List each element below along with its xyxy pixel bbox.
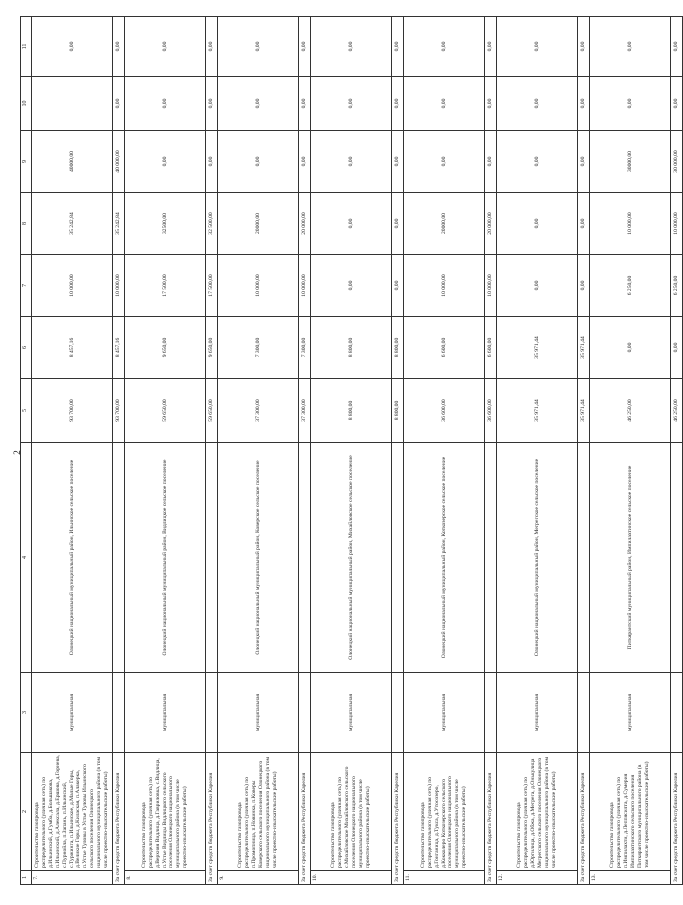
ownership-type: муниципальная [590, 673, 671, 753]
amount-cell: 0,00 [299, 77, 311, 131]
object-name: Строительство газопровода распределительного (уличная сеть) по с.Михайловское Михайловского сельского поселения Олонецкого национального муниципального района (в том числе проектно-изыскательские работы) [311, 753, 392, 871]
object-name: Строительство газопровода распределительного (уличная сеть) по д.Гонганица, д.Тукса, д.Утосозеро, д.Кокколеро Коткозерского сельского поселения Олонецкого национального муниципального района (в том числе проектно-изыскательские работы) [404, 753, 485, 871]
column-number: 6 [21, 317, 32, 379]
amount-cell: 6 250,00 [671, 255, 683, 317]
amount-cell: 8 457,16 [32, 317, 113, 379]
amount-cell: 0,00 [311, 193, 392, 255]
row-number: 11. [404, 871, 485, 885]
amount-cell: 93 700,00 [32, 379, 113, 443]
column-number: 3 [21, 673, 32, 753]
amount-cell: 10 000,00 [485, 255, 497, 317]
amount-cell [32, 77, 113, 131]
amount-cell: 0,00 [671, 77, 683, 131]
amount-cell: 17 500,00 [125, 255, 206, 317]
ownership-type: муниципальная [32, 673, 113, 753]
empty-cell [299, 443, 311, 673]
amount-cell: 20 000,00 [299, 193, 311, 255]
amount-cell: 17 500,00 [206, 255, 218, 317]
empty-cell [671, 443, 683, 673]
amount-cell: 10 000,00 [404, 255, 485, 317]
empty-cell [113, 443, 125, 673]
page-number: 2 [12, 450, 22, 455]
amount-cell: 0,00 [311, 131, 392, 193]
amount-cell: 0,00 [113, 17, 125, 77]
column-number: 7 [21, 255, 32, 317]
funding-source-row [206, 17, 218, 885]
empty-cell [113, 673, 125, 753]
funding-source-row [392, 17, 404, 885]
amount-cell: 6 600,00 [404, 317, 485, 379]
empty-cell [392, 673, 404, 753]
row-number: 7. [32, 871, 113, 885]
column-number: 11 [21, 17, 32, 77]
empty-cell [206, 673, 218, 753]
funding-source-row [485, 17, 497, 885]
amount-cell: 0,00 [218, 17, 299, 77]
amount-cell: 7 300,00 [299, 317, 311, 379]
column-number-row [21, 17, 32, 885]
empty-cell [299, 673, 311, 753]
amount-cell: 32 500,00 [206, 193, 218, 255]
amount-cell: 0,00 [299, 17, 311, 77]
table-row [218, 17, 299, 885]
amount-cell: 10 000,00 [671, 193, 683, 255]
amount-cell: 0,00 [125, 17, 206, 77]
amount-cell: 0,00 [497, 193, 578, 255]
amount-cell: 37 300,00 [299, 379, 311, 443]
amount-cell: 35 971,44 [497, 379, 578, 443]
column-number: 4 [21, 443, 32, 673]
amount-cell: 20000,00 [218, 193, 299, 255]
municipality: Олонецкий национальный муниципальный район, Михайловское сельское поселение [311, 443, 392, 673]
object-name: Строительство газопровода распределительного (уличная сеть) по д.Юргилица, д.Обжа, д.Мегрега, д.Онькулица Мегрегского сельского поселения Олонецкого национального муниципального района (в том числе проектно-изыскательские работы) [497, 753, 578, 871]
column-number: 2 [21, 753, 32, 871]
amount-cell: 35 971,44 [497, 317, 578, 379]
amount-cell: 35 242,84 [113, 193, 125, 255]
amount-cell: 32500,00 [125, 193, 206, 255]
table-row [590, 17, 671, 885]
amount-cell: 30 000,00 [671, 131, 683, 193]
column-number: 8 [21, 193, 32, 255]
table-row [404, 17, 485, 885]
amount-cell: 0,00 [578, 77, 590, 131]
amount-cell: 59 650,00 [125, 379, 206, 443]
amount-cell: 20 000,00 [485, 193, 497, 255]
funding-source-label: За счет средств бюджета Республики Карелия [206, 753, 218, 885]
row-number: 9. [218, 871, 299, 885]
amount-cell: 8 457,16 [113, 317, 125, 379]
amount-cell: 0,00 [392, 131, 404, 193]
amount-cell: 0,00 [125, 77, 206, 131]
funding-source-label: За счет средств бюджета Республики Карелия [578, 753, 590, 885]
municipality: Олонецкий национальный муниципальный район, Коткозерское сельское поселение [404, 443, 485, 673]
empty-cell [392, 443, 404, 673]
empty-cell [578, 443, 590, 673]
empty-cell [578, 673, 590, 753]
amount-cell: 0,00 [218, 77, 299, 131]
amount-cell: 10 000,00 [218, 255, 299, 317]
amount-cell: 0,00 [311, 17, 392, 77]
amount-cell: 0,00 [485, 17, 497, 77]
table-row [311, 17, 392, 885]
amount-cell: 0,00 [125, 131, 206, 193]
amount-cell: 46 250,00 [590, 379, 671, 443]
amount-cell: 0,00 [311, 77, 392, 131]
amount-cell: 0,00 [392, 77, 404, 131]
municipality: Олонецкий национальный муниципальный район, Коверское сельское поселение [218, 443, 299, 673]
amount-cell: 0,00 [497, 255, 578, 317]
amount-cell: 0,00 [497, 131, 578, 193]
ownership-type: муниципальная [218, 673, 299, 753]
funding-source-label: За счет средств бюджета Республики Карелия [671, 753, 683, 885]
amount-cell: 10 000,00 [299, 255, 311, 317]
amount-cell: 0,00 [404, 77, 485, 131]
funding-source-label: За счет средств бюджета Республики Карелия [113, 753, 125, 885]
amount-cell: 8 800,00 [392, 379, 404, 443]
amount-cell: 0,00 [578, 193, 590, 255]
amount-cell: 0,00 [392, 17, 404, 77]
amount-cell: 36 600,00 [404, 379, 485, 443]
amount-cell: 0,00 [485, 131, 497, 193]
amount-cell: 37 300,00 [218, 379, 299, 443]
amount-cell: 46 250,00 [671, 379, 683, 443]
row-number: 12. [497, 871, 578, 885]
empty-cell [485, 443, 497, 673]
amount-cell: 0,00 [206, 17, 218, 77]
row-number: 8. [125, 871, 206, 885]
funding-source-row [113, 17, 125, 885]
ownership-type: муниципальная [125, 673, 206, 753]
table-row [32, 17, 113, 885]
amount-cell: 40 000,00 [113, 131, 125, 193]
amount-cell: 0,00 [206, 131, 218, 193]
amount-cell: 10 000,00 [590, 193, 671, 255]
row-number: 13. [590, 871, 671, 885]
ownership-type: муниципальная [497, 673, 578, 753]
amount-cell: 40000,00 [32, 131, 113, 193]
funding-source-label: За счет средств бюджета Республики Карелия [485, 753, 497, 885]
amount-cell: 59 650,00 [206, 379, 218, 443]
amount-cell: 20000,00 [404, 193, 485, 255]
amount-cell: 0,00 [404, 17, 485, 77]
amount-cell: 0,00 [671, 17, 683, 77]
amount-cell: 8 800,00 [311, 379, 392, 443]
amount-cell: 0,00 [404, 131, 485, 193]
funding-source-label: За счет средств бюджета Республики Карелия [392, 753, 404, 885]
amount-cell: 7 300,00 [218, 317, 299, 379]
amount-cell: 0,00 [578, 131, 590, 193]
funding-source-row [299, 17, 311, 885]
amount-cell: 0,00 [485, 77, 497, 131]
funding-source-row [671, 17, 683, 885]
object-name: Строительство газопровода распределительного (уличная сеть) по д.Ильинский, д.Гумба, д.Большакова, п.Ильинский, д.Алексала, д.Ершова, д.Горнева, с.Пурнойла, п.Запань, п.Ильинский, с.Туржинга, п.Ильинское, д.Малые Горы, д.Великие Горы, д.Килаская, п.Алакерка, п.Устье Туловы в Устье Туловы Ильинского сельского поселения Олонецкого национального муниципального района (в том числе проектно-изыскательские работы) [32, 753, 113, 871]
amount-cell: 9 650,00 [206, 317, 218, 379]
budget-table [20, 16, 683, 885]
amount-cell: 9 650,00 [125, 317, 206, 379]
row-number: 10. [311, 871, 392, 885]
ownership-type: муниципальная [404, 673, 485, 753]
amount-cell: 0,00 [590, 317, 671, 379]
amount-cell: 0,00 [671, 317, 683, 379]
amount-cell: 10 000,00 [32, 255, 113, 317]
amount-cell: 0,00 [299, 131, 311, 193]
amount-cell: 0,00 [578, 17, 590, 77]
empty-cell [206, 443, 218, 673]
amount-cell: 35 971,44 [578, 379, 590, 443]
amount-cell: 10 000,00 [113, 255, 125, 317]
object-name: Строительство газопровода распределительного (уличная сеть) по д.Верхняя Видлица, д.Гавриловка, с.Видлица, п.Устье Видлицы Видлицкого сельского поселения Олонецкого национального муниципального района (в том числе проектно-изыскательские работы) [125, 753, 206, 871]
amount-cell: 30000,00 [590, 131, 671, 193]
empty-cell [671, 673, 683, 753]
amount-cell: 0,00 [311, 255, 392, 317]
municipality: Олонецкий национальный муниципальный район, Мегрегское сельское поселение [497, 443, 578, 673]
amount-cell: 0,00 [392, 255, 404, 317]
municipality: Олонецкий национальный муниципальный район, Ильинское сельское поселение [32, 443, 113, 673]
funding-source-label: За счет средств бюджета Республики Карелия [299, 753, 311, 885]
amount-cell: 35 242,84 [32, 193, 113, 255]
object-name: Строительство газопровода распределительного (уличная сеть) по п.Импилахти, д.Леппясилта, д.Сумерия Импилахтинского сельского поселения Питкярантского муниципального района (в том числе проектно-изыскательские работы) [590, 753, 671, 871]
object-name: Строительство газопровода распределительного (уличная сеть) по п.Промопница, п.Новинка, п.Коверы Коверского сельского поселения Олонецкого национального муниципального района (в том числе проектно-изыскательские работы) [218, 753, 299, 871]
column-number: 9 [21, 131, 32, 193]
amount-cell: 0,00 [578, 255, 590, 317]
amount-cell: 8 800,00 [311, 317, 392, 379]
amount-cell: 0,00 [590, 77, 671, 131]
ownership-type: муниципальная [311, 673, 392, 753]
amount-cell: 0,00 [113, 77, 125, 131]
amount-cell: 0,00 [497, 77, 578, 131]
municipality: Питкярантский муниципальный район, Импилахтинское сельское поселение [590, 443, 671, 673]
amount-cell: 6 600,00 [485, 317, 497, 379]
amount-cell: 0,00 [206, 77, 218, 131]
amount-cell: 0,00 [590, 17, 671, 77]
column-number: 10 [21, 77, 32, 131]
column-number: 5 [21, 379, 32, 443]
amount-cell: 0,00 [392, 193, 404, 255]
amount-cell: 8 800,00 [392, 317, 404, 379]
amount-cell: 0,00 [32, 17, 113, 77]
empty-cell [485, 673, 497, 753]
amount-cell: 6 250,00 [590, 255, 671, 317]
table-row [125, 17, 206, 885]
funding-source-row [578, 17, 590, 885]
amount-cell: 0,00 [218, 131, 299, 193]
municipality: Олонецкий национальный муниципальный район, Видлицкое сельское поселение [125, 443, 206, 673]
column-number: 1 [21, 871, 32, 885]
amount-cell: 35 971,44 [578, 317, 590, 379]
amount-cell: 36 600,00 [485, 379, 497, 443]
amount-cell: 0,00 [497, 17, 578, 77]
amount-cell: 93 700,00 [113, 379, 125, 443]
table-row [497, 17, 578, 885]
